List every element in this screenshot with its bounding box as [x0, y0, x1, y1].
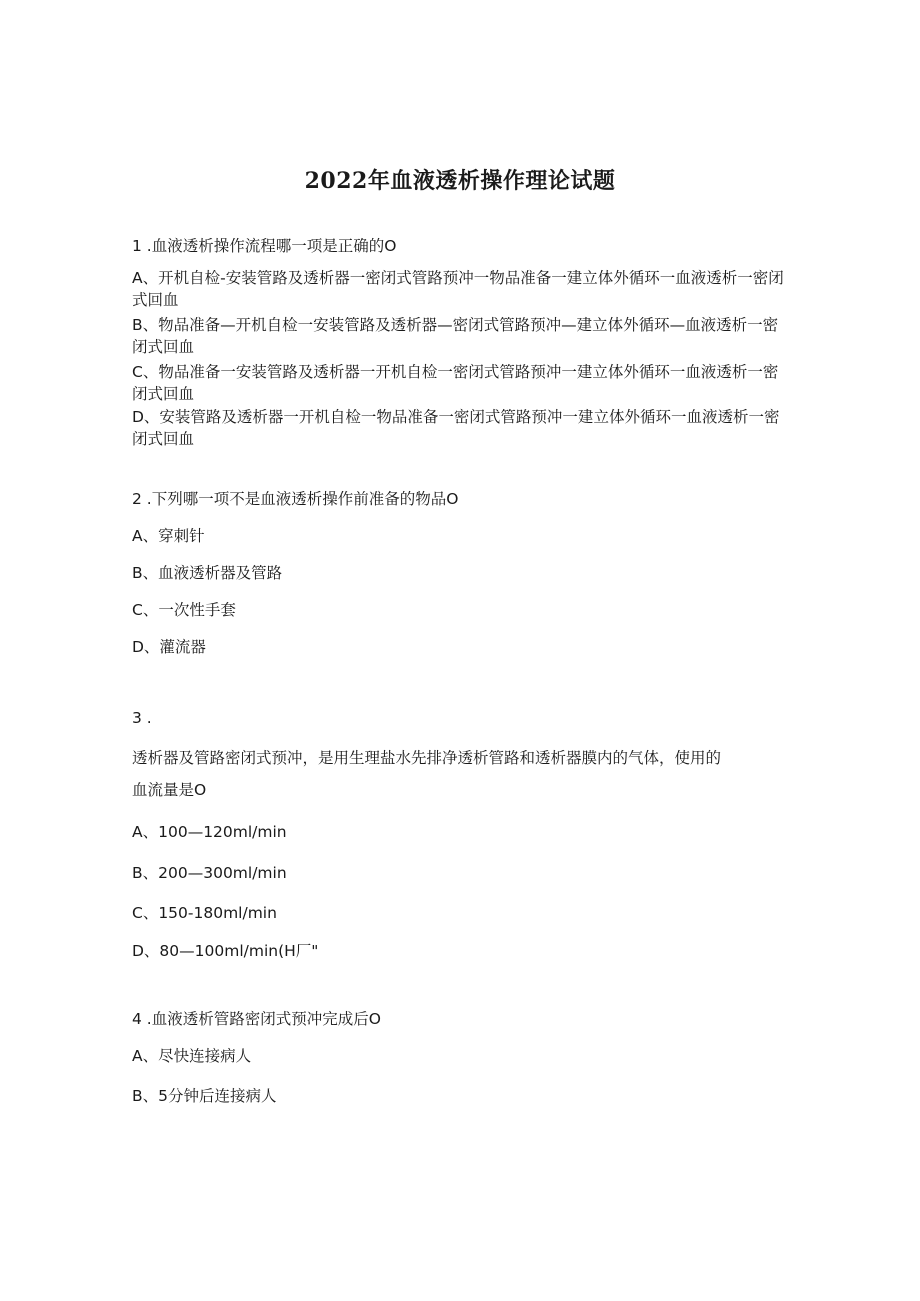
question-3-stem-line-1: 透析器及管路密闭式预冲，是用生理盐水先排净透析管路和透析器膜内的气体，使用的 — [132, 749, 722, 767]
question-4-option-b: B、5分钟后连接病人 — [132, 1087, 277, 1105]
question-2-option-d: D、灌流器 — [132, 638, 206, 656]
question-1-option-b: B、物品准备—开机自检一安装管路及透析器—密闭式管路预冲—建立体外循环—血液透析一密闭式回血 — [132, 316, 779, 356]
question-2-option-b: B、血液透析器及管路 — [132, 564, 283, 582]
question-3-option-d: D、80—100ml/min(H厂" — [132, 942, 319, 960]
question-1-stem: 1 .血液透析操作流程哪一项是正确的O — [132, 237, 397, 255]
question-4-stem: 4 .血液透析管路密闭式预冲完成后O — [132, 1010, 381, 1028]
question-3-option-c: C、150-180ml/min — [132, 904, 277, 922]
question-1-option-d: D、安装管路及透析器一开机自检一物品准备一密闭式管路预冲一建立体外循环一血液透析一密闭式回血 — [132, 408, 780, 448]
question-3-stem-line-2: 血流量是O — [132, 781, 207, 799]
question-4-option-a: A、尽快连接病人 — [132, 1047, 252, 1065]
question-2-option-c: C、一次性手套 — [132, 601, 236, 619]
question-3-option-b: B、200—300ml/min — [132, 864, 287, 882]
question-2-stem: 2 .下列哪一项不是血液透析操作前准备的物品O — [132, 490, 459, 508]
question-2-option-a: A、穿刺针 — [132, 527, 205, 545]
question-3-number: 3 . — [132, 709, 152, 727]
question-1-option-a: A、开机自检-安装管路及透析器一密闭式管路预冲一物品准备一建立体外循环一血液透析一密闭式回血 — [132, 269, 784, 309]
question-1-option-c: C、物品准备一安装管路及透析器一开机自检一密闭式管路预冲一建立体外循环一血液透析一密闭式回血 — [132, 363, 779, 403]
question-3-option-a: A、100—120ml/min — [132, 823, 287, 841]
page-title: 2022年血液透析操作理论试题 — [304, 168, 616, 194]
